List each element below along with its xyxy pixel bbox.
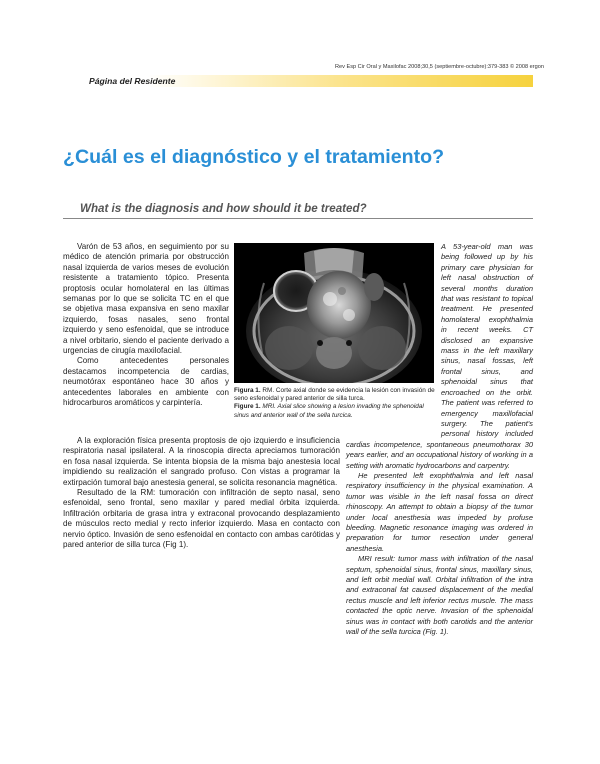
figure-wrap-spacer [346,242,441,434]
english-paragraph-2: He presented left exophthalmia and left nasal respiratory insufficiency in the physical examination. A tumor was visible in the left nasal fossa on direct rhinoscopy. An attempt to obtain a biopsy of the tumor under local anesthesia was impeded by profuse bleeding. Magnetic resonance imaging was ordered in preparation for tumor resection under general anesthesia. [346,470,533,553]
title-divider [63,218,533,219]
article-subtitle: What is the diagnosis and how should it be treated? [80,202,367,215]
caption-spanish-text: RM. Corte axial donde se evidencia la lesión con invasión de seno esfenoidal y pared anterior de silla turca. [234,387,435,403]
caption-spanish-label: Figura 1. [234,387,261,394]
english-paragraph-3: MRI result: tumor mass with infiltration of the nasal septum, sphenoidal sinus, frontal sinus, maxillary sinus, and left orbit medial wall. Orbital infiltration of the intra and extraconal fat caused displacement of the medial rectus muscle and left inferior rectus muscle. The mass contacted the optic nerve. Invasion of the sphenoidal sinus was in contact with both carotids and the anterior wall of the sella turcica (Fig. 1). [346,554,533,637]
spanish-text-narrow [63,242,229,409]
spanish-paragraph-2: Como antecedentes personales destacamos incompetencia de cardias, neumotórax espontáneo hace 30 años y antecedentes laborales en ambiente con hidrocarburos aromáticos y carpintería. [63,356,229,408]
caption-english-text: MRI. Axial slice showing a lesion invading the sphenoidal sinus and anterior wall of the sella turcica. [234,403,424,419]
journal-reference: Rev Esp Cir Oral y Maxilofac 2008;30,5 (septiembre-octubre):379-383 © 2008 ergon [334,64,544,70]
article-title: ¿Cuál es el diagnóstico y el tratamiento? [63,146,445,168]
caption-english-label: Figure 1. [234,403,261,411]
spanish-text-full [63,436,340,550]
section-banner [63,75,533,87]
english-text [346,242,533,637]
spanish-paragraph-3: A la exploración física presenta proptosis de ojo izquierdo e insuficiencia respiratoria nasal ipsilateral. A la rinoscopia directa apreciamos tumoración en fosa nasal izquierda. Se intenta biopsia de la misma bajo anestesia local impidiendo su realización el sangrado profuso. Con vistas a programar la extirpación tumoral bajo anestesia general, se solicita resonancia magnética. [63,436,340,487]
spanish-paragraph-1: Varón de 53 años, en seguimiento por su médico de atención primaria por obstrucción nasal izquierda de varios meses de evolución resistente a tratamiento tópico. Presenta proptosis ocular homolateral en las últimas semanas por lo que se solicita TC en el que se objetiva masa expansiva en seno maxilar izquierdo, fosas nasales, seno frontal izquierdo y seno esfenoidal, que se introduce a nivel orbitario, siendo el paciente derivado a urgencias de cirugía maxilofacial. [63,242,229,356]
spanish-paragraph-4: Resultado de la RM: tumoración con infiltración de septo nasal, seno esfenoidal, seno frontal, seno maxilar y pared medial órbita izquierda. Infiltración orbitaria de grasa intra y extraconal provocando desplazamiento de músculos recto medial y recto inferior izquierdo. Masa en contacto con nervio óptico. Invasión de seno esfenoidal en contacto con ambas carótidas y pared anterior de silla turca (Fig 1). [63,488,340,550]
english-paragraph-1: A 53-year-old man was being followed up by his primary care physician for left nasal obstruction of several months duration that was resistant to topical treatment. He presented homolateral exophthalmia in recent weeks. CT disclosed an expansive mass in the left maxillary sinus, nasal fossas, left frontal sinus, and sphenoidal sinus that encroached on the orbit. The patient was referred to emergency maxillofacial surgery. The patient's personal history included cardias incompetence, spontaneous pneumothorax 30 years earlier, and an occupational history of working in a setting with aromatic hydrocarbons and carpentry. [346,242,533,470]
section-label: Página del Residente [89,76,176,86]
